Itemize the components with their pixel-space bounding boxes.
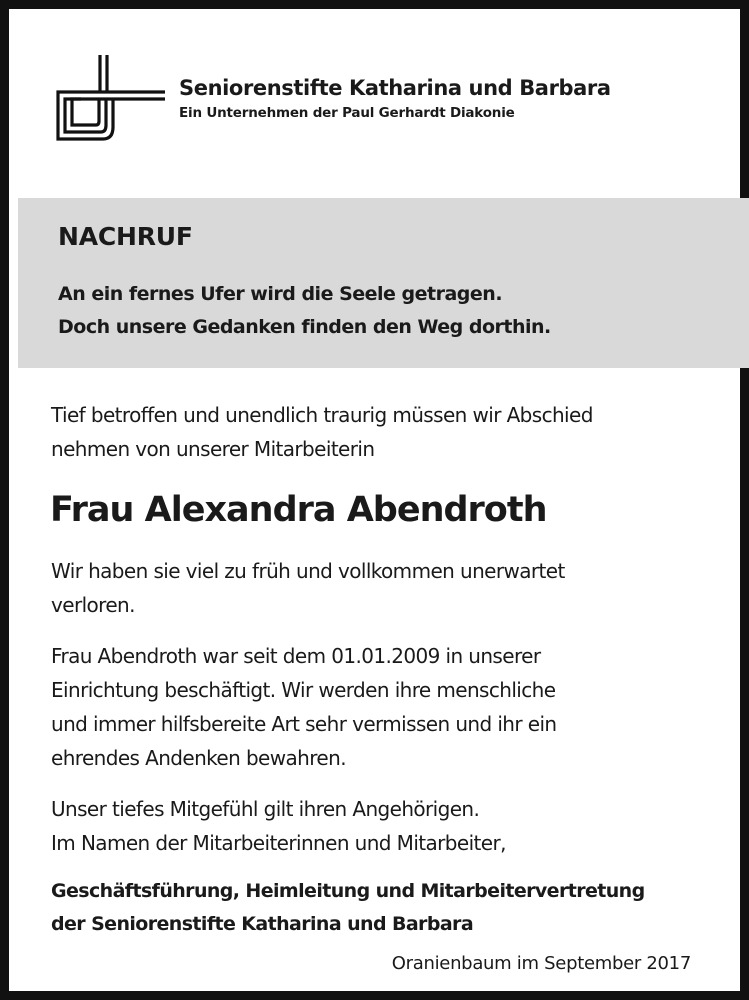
nachruf-title: NACHRUF bbox=[58, 222, 193, 251]
paragraph-line: Unser tiefes Mitgefühl gilt ihren Angehörigen. bbox=[51, 797, 480, 821]
signature-line: der Seniorenstifte Katharina und Barbara bbox=[51, 913, 474, 935]
place-and-date: Oranienbaum im September 2017 bbox=[391, 953, 691, 974]
paragraph-line: Einrichtung beschäftigt. Wir werden ihre menschliche bbox=[51, 678, 556, 702]
header bbox=[55, 55, 715, 145]
organization-block bbox=[179, 75, 719, 123]
signature-line: Geschäftsführung, Heimleitung und Mitarbeitervertretung bbox=[51, 880, 645, 902]
deceased-name: Frau Alexandra Abendroth bbox=[50, 490, 547, 530]
organization-subtitle: Ein Unternehmen der Paul Gerhardt Diakonie bbox=[179, 105, 515, 121]
intro-line: nehmen von unserer Mitarbeiterin bbox=[51, 437, 375, 461]
paragraph-unexpected-loss bbox=[51, 554, 565, 622]
intro-text bbox=[51, 398, 593, 466]
organization-name: Seniorenstifte Katharina und Barbara bbox=[179, 76, 611, 100]
nachruf-band bbox=[18, 198, 749, 368]
diakonie-cross-logo-icon bbox=[55, 55, 165, 141]
paragraph-line: ehrendes Andenken bewahren. bbox=[51, 746, 346, 770]
memorial-quote bbox=[58, 278, 718, 344]
signature-block bbox=[51, 875, 731, 941]
paragraph-employment bbox=[51, 639, 556, 775]
quote-line: Doch unsere Gedanken finden den Weg dorthin. bbox=[58, 316, 551, 338]
paragraph-line: Wir haben sie viel zu früh und vollkommen unerwartet bbox=[51, 559, 565, 583]
intro-line: Tief betroffen und unendlich traurig müssen wir Abschied bbox=[51, 403, 593, 427]
paragraph-line: Im Namen der Mitarbeiterinnen und Mitarbeiter, bbox=[51, 831, 506, 855]
paragraph-line: verloren. bbox=[51, 593, 135, 617]
paragraph-line: Frau Abendroth war seit dem 01.01.2009 in unserer bbox=[51, 644, 541, 668]
paragraph-line: und immer hilfsbereite Art sehr vermissen und ihr ein bbox=[51, 712, 557, 736]
paragraph-condolence bbox=[51, 792, 506, 860]
quote-line: An ein fernes Ufer wird die Seele getragen. bbox=[58, 283, 503, 305]
